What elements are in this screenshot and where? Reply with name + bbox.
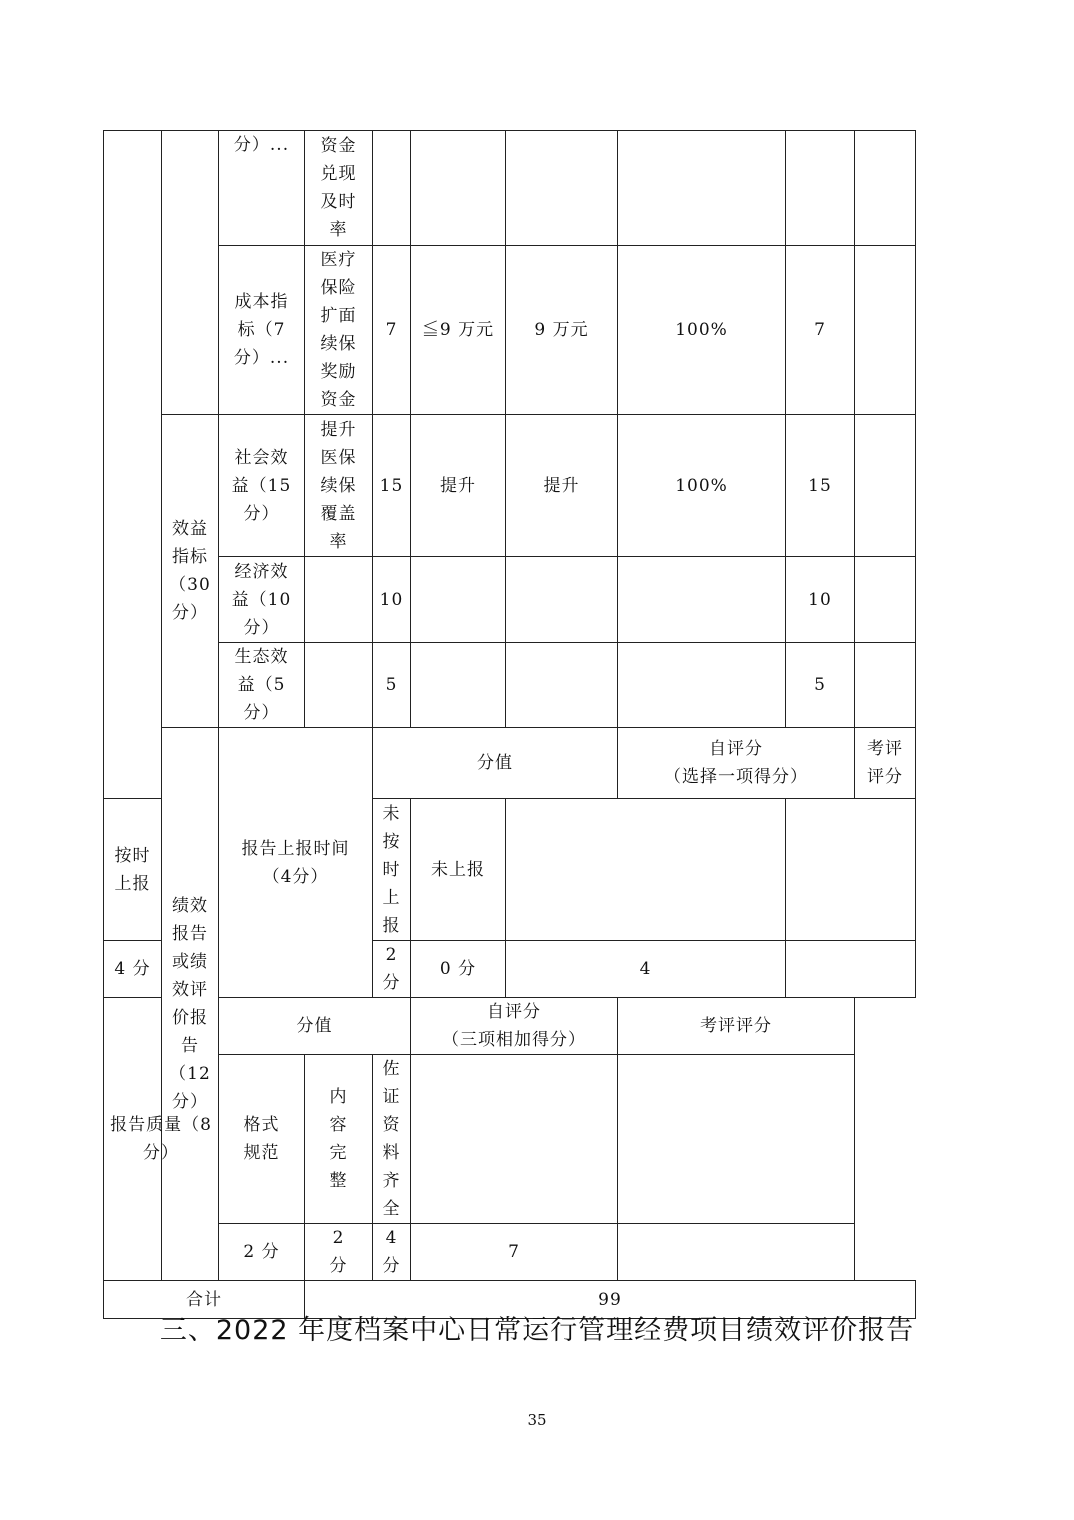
criterion-content xyxy=(305,1055,373,1224)
target-cell xyxy=(411,643,506,728)
score-cell: 5 xyxy=(786,643,855,728)
cell-text-line: 扩面 xyxy=(320,306,357,326)
performance-evaluation-table xyxy=(103,130,916,1319)
target-cell: 提升 xyxy=(411,415,506,557)
weight-cell: 15 xyxy=(373,415,411,557)
cell-text-line: 及时 xyxy=(320,192,357,212)
target-cell: ≦9 万元 xyxy=(411,246,506,415)
cell-text-line: （4分） xyxy=(262,866,329,887)
note-cell xyxy=(855,415,916,557)
review-score-cell xyxy=(618,1224,855,1281)
cell-text-line: 标（7 xyxy=(237,320,286,340)
actual-cell: 提升 xyxy=(506,415,618,557)
report-quality-label xyxy=(104,998,219,1281)
subindicator-social xyxy=(219,415,305,557)
self-eval-header xyxy=(411,998,618,1055)
subindicator-continued: 分）... xyxy=(219,131,305,246)
rate-cell xyxy=(618,557,786,643)
indicator-coverage-rate xyxy=(305,415,373,557)
cell-text-line: 齐全 xyxy=(382,1171,401,1219)
subindicator-cost xyxy=(219,246,305,415)
review-score-cell xyxy=(786,941,916,998)
weight-cell: 10 xyxy=(373,557,411,643)
cell-text-line: 整 xyxy=(329,1171,348,1191)
note-cell xyxy=(855,557,916,643)
review-score-cell xyxy=(786,799,916,941)
points-on-time: 4 分 xyxy=(104,941,162,998)
level2-cell-output xyxy=(162,131,219,415)
cell-text-line: 资金 xyxy=(320,390,357,410)
indicator-timeliness xyxy=(305,131,373,246)
section-heading: 三、2022 年度档案中心日常运行管理经费项目绩效评价报告 xyxy=(159,1315,915,1346)
cell-text-line: 资金 xyxy=(320,136,357,156)
criterion-evidence xyxy=(373,1055,411,1224)
page-number: 35 xyxy=(527,1411,547,1429)
score-value-header: 分值 xyxy=(219,998,411,1055)
cell-text-line: 医保 xyxy=(320,447,357,468)
weight-cell: 5 xyxy=(373,643,411,728)
cell-text-line: （三项相加得分） xyxy=(442,1030,586,1050)
cell-text-line: 报告质量（8 xyxy=(110,1115,212,1135)
cell-text-line: 自评分 xyxy=(709,739,763,759)
cell-text-line: 按时 xyxy=(114,845,151,866)
cell-text-line: 容 xyxy=(329,1115,348,1135)
cell-text-line: 内 xyxy=(329,1087,348,1107)
points-content xyxy=(305,1224,373,1281)
indicator-insurance-reward xyxy=(305,246,373,415)
review-score-cell xyxy=(618,1055,855,1224)
quality-self-score: 7 xyxy=(411,1224,618,1281)
cell-text-line: 兑现 xyxy=(320,164,357,184)
cell-text-line: 指标 xyxy=(172,547,208,567)
cell-text-line: 分） xyxy=(243,503,280,524)
cell-text-line: 保险 xyxy=(320,278,357,298)
cell-text-line: 完 xyxy=(329,1143,348,1163)
actual-cell: 9 万元 xyxy=(506,246,618,415)
cell-text-line: 2 xyxy=(332,1228,345,1248)
subindicator-economic xyxy=(219,557,305,643)
points-not-reported: 0 分 xyxy=(411,941,506,998)
cell-text-line: 佐证资料 xyxy=(382,1059,401,1163)
note-cell xyxy=(855,246,916,415)
weight-cell xyxy=(373,131,411,246)
cell-text-line: 益（10 xyxy=(231,589,292,610)
cell-text-line: 益（5 xyxy=(237,675,286,695)
cell-text-line: （30 xyxy=(169,575,211,595)
subindicator-ecological xyxy=(219,643,305,728)
rate-cell: 100% xyxy=(618,246,786,415)
cell-text-line: （选择一项得分） xyxy=(664,767,808,787)
actual-cell xyxy=(506,131,618,246)
cell-text-line: 提升 xyxy=(320,419,357,440)
indicator-cell xyxy=(305,643,373,728)
cell-text-line: 率 xyxy=(329,531,348,552)
criterion-format xyxy=(219,1055,305,1224)
target-cell xyxy=(411,557,506,643)
review-score-header xyxy=(855,728,916,799)
cell-text-line: 未 xyxy=(382,803,401,824)
cell-text-line: 分） xyxy=(143,1143,179,1163)
target-cell xyxy=(411,131,506,246)
review-score-header: 考评评分 xyxy=(618,998,855,1055)
cell-text-line: 经济效 xyxy=(234,561,289,582)
score-cell: 15 xyxy=(786,415,855,557)
self-eval-cell xyxy=(506,799,786,941)
level1-cell-output xyxy=(104,131,162,799)
weight-cell: 7 xyxy=(373,246,411,415)
self-eval-header xyxy=(618,728,855,799)
score-value-header: 分值 xyxy=(373,728,618,799)
cell-text-line: 分 xyxy=(382,973,401,993)
option-not-reported: 未上报 xyxy=(411,799,506,941)
option-on-time xyxy=(104,799,162,941)
score-cell xyxy=(786,131,855,246)
score-cell: 10 xyxy=(786,557,855,643)
cell-text-line: 效益 xyxy=(172,519,208,539)
points-evidence: 4 分 xyxy=(373,1224,411,1281)
cell-text-line: 报告上报时间 xyxy=(241,838,350,859)
points-format: 2 分 xyxy=(219,1224,305,1281)
cell-text-line: 价报 xyxy=(172,1008,208,1028)
rate-cell xyxy=(618,131,786,246)
option-not-on-time xyxy=(373,799,411,941)
cell-text-line: 或绩 xyxy=(172,952,208,972)
cell-text-line: 分） xyxy=(172,603,208,623)
cell-text-line: 告 xyxy=(181,1036,199,1056)
cell-text-line: 规范 xyxy=(243,1143,280,1163)
cell-text-line: 上 xyxy=(382,887,401,908)
cell-text-line: 考评 xyxy=(867,739,903,759)
indicator-cell xyxy=(305,557,373,643)
cell-text-line: 分） xyxy=(243,617,280,638)
cell-text-line: 生态效 xyxy=(234,647,289,667)
self-eval-cell xyxy=(411,1055,618,1224)
points-not-on-time xyxy=(373,941,411,998)
cell-text-line: 益（15 xyxy=(231,475,292,496)
cell-text-line: 评分 xyxy=(867,767,903,787)
rate-cell xyxy=(618,643,786,728)
cell-text-line: 绩效 xyxy=(172,896,208,916)
total-value: 99 xyxy=(305,1281,916,1319)
score-cell: 7 xyxy=(786,246,855,415)
total-label: 合计 xyxy=(104,1281,305,1319)
note-cell xyxy=(855,131,916,246)
cell-text-line: 医疗 xyxy=(320,250,357,270)
cell-text-line: 分） xyxy=(243,703,280,723)
cell-text-line: 成本指 xyxy=(234,292,289,312)
cell-text-line: 效评 xyxy=(172,980,208,1000)
actual-cell xyxy=(506,557,618,643)
cell-text-line: 自评分 xyxy=(487,1002,541,1022)
time-self-score: 4 xyxy=(506,941,786,998)
rate-cell: 100% xyxy=(618,415,786,557)
cell-text-line: 上报 xyxy=(114,873,151,894)
cell-text-line: 续保 xyxy=(320,475,357,496)
cell-text-line: 时 xyxy=(382,859,401,880)
level2-benefit xyxy=(162,415,219,728)
cell-text-line: 奖励 xyxy=(320,362,357,382)
cell-text-line: （12 xyxy=(169,1064,211,1084)
actual-cell xyxy=(506,643,618,728)
cell-text-line: 分） xyxy=(172,1092,208,1112)
cell-text-line: 社会效 xyxy=(234,447,289,468)
report-time-label xyxy=(219,728,373,998)
cell-text-line: 续保 xyxy=(320,334,357,354)
cell-text-line: 格式 xyxy=(243,1115,280,1135)
cell-text-line: 2 xyxy=(385,945,398,965)
cell-text-line: 率 xyxy=(329,220,348,240)
cell-text-line: 分）... xyxy=(233,348,290,368)
cell-text-line: 覆盖 xyxy=(320,503,357,524)
cell-text-line: 报告 xyxy=(172,924,208,944)
cell-text-line: 报 xyxy=(382,915,401,936)
cell-text-line: 分 xyxy=(329,1256,348,1276)
note-cell xyxy=(855,643,916,728)
cell-text-line: 按 xyxy=(382,831,401,852)
